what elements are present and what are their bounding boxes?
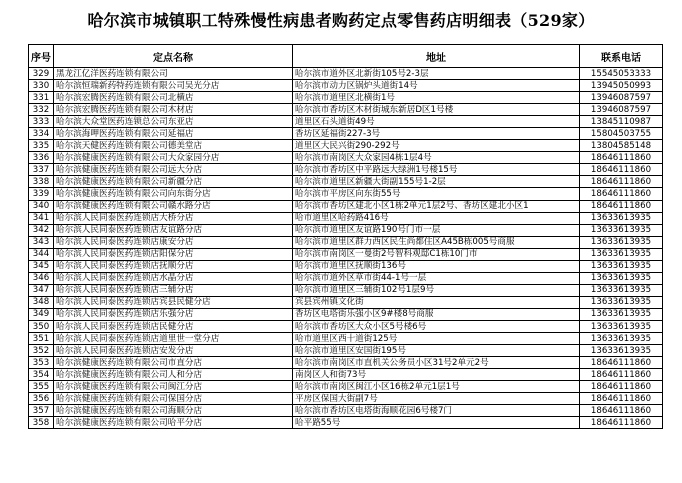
row-store-name: 哈尔滨宏腾医药连锁有限公司北横店: [54, 92, 293, 104]
row-seq: 347: [29, 284, 54, 296]
row-seq: 349: [29, 308, 54, 320]
row-address: 平房区保国大街副7号: [293, 393, 580, 405]
row-seq: 350: [29, 320, 54, 332]
row-address: 哈尔滨市道里区北横街1号: [293, 92, 580, 104]
table-row: [29, 212, 663, 224]
row-phone: 15804503755: [580, 128, 663, 140]
row-address: 哈尔滨市道外区北新街105号2-3层: [293, 68, 580, 80]
row-seq: 340: [29, 200, 54, 212]
header-phone: 联系电话: [580, 45, 663, 68]
table-row: [29, 369, 663, 381]
pharmacy-table: [28, 44, 663, 429]
row-address: 哈市道里区哈药路416号: [293, 212, 580, 224]
row-store-name: 哈尔滨健康医药连锁有限公司哈平分店: [54, 417, 293, 429]
row-store-name: 哈尔滨大众堂医药连锁总公司东亚店: [54, 116, 293, 128]
row-phone: 13633613935: [580, 308, 663, 320]
row-store-name: 哈尔滨人民同泰医药连锁店抚顺分店: [54, 260, 293, 272]
table-row: [29, 308, 663, 320]
row-phone: 13633613935: [580, 236, 663, 248]
row-store-name: 哈尔滨人民同泰医药连锁店水晶分店: [54, 272, 293, 284]
row-phone: 13633613935: [580, 212, 663, 224]
table-row: [29, 80, 663, 92]
table-body: [29, 68, 663, 429]
table-row: [29, 405, 663, 417]
row-store-name: 哈尔滨人民同泰医药连锁店大桥分店: [54, 212, 293, 224]
row-seq: 334: [29, 128, 54, 140]
row-seq: 335: [29, 140, 54, 152]
table-row: [29, 248, 663, 260]
row-phone: 13633613935: [580, 248, 663, 260]
table-row: [29, 224, 663, 236]
row-address: 哈尔滨市香坊区中平路远大绿洲1号楼15号: [293, 164, 580, 176]
row-phone: 13633613935: [580, 224, 663, 236]
header-seq: 序号: [29, 45, 54, 68]
row-address: 哈尔滨市香坊区大众小区5号楼6号: [293, 320, 580, 332]
row-seq: 348: [29, 296, 54, 308]
row-store-name: 哈尔滨人民同泰医药连锁店乐强分店: [54, 308, 293, 320]
row-store-name: 哈尔滨人民同泰医药连锁店阳保分店: [54, 248, 293, 260]
row-phone: 18646111860: [580, 357, 663, 369]
row-seq: 339: [29, 188, 54, 200]
row-address: 南岗区人和街73号: [293, 369, 580, 381]
table-row: [29, 260, 663, 272]
table-row: [29, 284, 663, 296]
row-store-name: 哈尔滨人民同泰医药连锁店康安分店: [54, 236, 293, 248]
row-address: 道里区石头道街49号: [293, 116, 580, 128]
row-address: 哈尔滨市动力区锅炉头道街14号: [293, 80, 580, 92]
row-address: 哈市道里区西十道街125号: [293, 333, 580, 345]
row-phone: 13633613935: [580, 260, 663, 272]
row-phone: 18646111860: [580, 164, 663, 176]
row-phone: 13633613935: [580, 333, 663, 345]
table-row: [29, 128, 663, 140]
table-row: [29, 333, 663, 345]
row-seq: 331: [29, 92, 54, 104]
row-address: 哈尔滨市道里区群力西区民生尚都住区A45B栋005号商服: [293, 236, 580, 248]
row-seq: 357: [29, 405, 54, 417]
row-store-name: 哈尔滨健康医药连锁有限公司人和分店: [54, 369, 293, 381]
row-phone: 18646111860: [580, 152, 663, 164]
row-address: 宾县宾州镇文化街: [293, 296, 580, 308]
table-row: [29, 140, 663, 152]
row-seq: 337: [29, 164, 54, 176]
row-seq: 341: [29, 212, 54, 224]
table-row: [29, 164, 663, 176]
row-seq: 355: [29, 381, 54, 393]
row-address: 哈尔滨市道里区三辅街102号1层9号: [293, 284, 580, 296]
row-phone: 18646111860: [580, 405, 663, 417]
header-address: 地址: [293, 45, 580, 68]
row-store-name: 哈尔滨天健医药连锁有限公司德美堂店: [54, 140, 293, 152]
row-store-name: 哈尔滨健康医药连锁有限公司市直分店: [54, 357, 293, 369]
table-row: [29, 296, 663, 308]
row-store-name: 哈尔滨健康医药连锁有限公司远大分店: [54, 164, 293, 176]
row-phone: 18646111860: [580, 417, 663, 429]
row-address: 哈尔滨市南岗区一曼街2号智科观邸C1栋10门市: [293, 248, 580, 260]
row-phone: 18646111860: [580, 200, 663, 212]
table-row: [29, 92, 663, 104]
row-address: 哈尔滨市道里区友谊路190号门市一层: [293, 224, 580, 236]
row-seq: 330: [29, 80, 54, 92]
row-phone: 13633613935: [580, 320, 663, 332]
row-store-name: 哈尔滨海呷医药连锁有限公司延福店: [54, 128, 293, 140]
row-store-name: 哈尔滨健康医药连锁有限公司大众家园分店: [54, 152, 293, 164]
row-phone: 13804585148: [580, 140, 663, 152]
table-row: [29, 200, 663, 212]
row-store-name: 哈尔滨恒瑞新药特药连锁有限公司吴光分店: [54, 80, 293, 92]
row-address: 哈尔滨市南岗区闽江小区16栋2单元1层1号: [293, 381, 580, 393]
row-seq: 345: [29, 260, 54, 272]
row-phone: 13633613935: [580, 345, 663, 357]
table-row: [29, 152, 663, 164]
row-seq: 342: [29, 224, 54, 236]
row-store-name: 哈尔滨健康医药连锁有限公司向东街分店: [54, 188, 293, 200]
table-row: [29, 345, 663, 357]
row-phone: 18646111860: [580, 188, 663, 200]
row-seq: 332: [29, 104, 54, 116]
row-seq: 353: [29, 357, 54, 369]
row-store-name: 哈尔滨人民同泰医药连锁店民健分店: [54, 320, 293, 332]
table-row: [29, 68, 663, 80]
row-seq: 358: [29, 417, 54, 429]
row-address: 香坊区延福街227-3号: [293, 128, 580, 140]
row-store-name: 哈尔滨人民同泰医药连锁店道里世一堂分店: [54, 333, 293, 345]
table-row: [29, 236, 663, 248]
row-store-name: 黑龙江亿洋医药连锁有限公司: [54, 68, 293, 80]
table-row: [29, 176, 663, 188]
row-seq: 343: [29, 236, 54, 248]
table-row: [29, 188, 663, 200]
row-phone: 18646111860: [580, 369, 663, 381]
row-seq: 333: [29, 116, 54, 128]
row-seq: 352: [29, 345, 54, 357]
table-row: [29, 116, 663, 128]
row-address: 哈尔滨市平房区向东街55号: [293, 188, 580, 200]
row-seq: 336: [29, 152, 54, 164]
page-title: 哈尔滨市城镇职工特殊慢性病患者购药定点零售药店明细表（529家）: [87, 11, 595, 30]
row-seq: 354: [29, 369, 54, 381]
row-store-name: 哈尔滨宏腾医药连锁有限公司木材店: [54, 104, 293, 116]
row-address: 香坊区电塔街乐强小区9#楼8号商服: [293, 308, 580, 320]
row-seq: 344: [29, 248, 54, 260]
row-store-name: 哈尔滨人民同泰医药连锁店友谊路分店: [54, 224, 293, 236]
row-phone: 13633613935: [580, 284, 663, 296]
row-address: 哈尔滨市南岗区市直机关公务员小区31号2单元2号: [293, 357, 580, 369]
row-store-name: 哈尔滨健康医药连锁有限公司闽江分店: [54, 381, 293, 393]
row-store-name: 哈尔滨人民同泰医药连锁店宾县民健分店: [54, 296, 293, 308]
table-row: [29, 357, 663, 369]
row-store-name: 哈尔滨健康医药连锁有限公司海顺分店: [54, 405, 293, 417]
row-address: 哈尔滨市香坊区电塔街海顺花园6号楼7门: [293, 405, 580, 417]
row-seq: 329: [29, 68, 54, 80]
header-store-name: 定点名称: [54, 45, 293, 68]
row-address: 哈尔滨市香坊区建北小区1栋2单元1层2号、香坊区建北小区1: [293, 200, 580, 212]
row-store-name: 哈尔滨健康医药连锁有限公司新疆分店: [54, 176, 293, 188]
row-store-name: 哈尔滨健康医药连锁有限公司保国分店: [54, 393, 293, 405]
row-seq: 351: [29, 333, 54, 345]
row-phone: 13633613935: [580, 272, 663, 284]
table-row: [29, 320, 663, 332]
table-row: [29, 381, 663, 393]
table-row: [29, 272, 663, 284]
row-address: 哈尔滨市道外区草市街44-1号一层: [293, 272, 580, 284]
row-store-name: 哈尔滨人民同泰医药连锁店安发分店: [54, 345, 293, 357]
row-address: 哈尔滨市道里区新疆大街副155号1-2层: [293, 176, 580, 188]
row-phone: 13946087597: [580, 104, 663, 116]
row-phone: 13945050993: [580, 80, 663, 92]
row-seq: 356: [29, 393, 54, 405]
row-phone: 18646111860: [580, 393, 663, 405]
row-address: 哈尔滨市香坊区木材街城东新居D区1号楼: [293, 104, 580, 116]
row-phone: 15545053333: [580, 68, 663, 80]
row-phone: 18646111860: [580, 176, 663, 188]
row-address: 道里区大民兴街290-292号: [293, 140, 580, 152]
table-row: [29, 393, 663, 405]
row-seq: 338: [29, 176, 54, 188]
table-row: [29, 417, 663, 429]
row-phone: 13845110987: [580, 116, 663, 128]
row-phone: 13946087597: [580, 92, 663, 104]
header-row: [29, 45, 663, 68]
row-address: 哈尔滨市南岗区大众家园4栋1层4号: [293, 152, 580, 164]
row-store-name: 哈尔滨人民同泰医药连锁店三辅分店: [54, 284, 293, 296]
row-address: 哈尔滨市道里区抚顺街136号: [293, 260, 580, 272]
row-phone: 18646111860: [580, 381, 663, 393]
row-address: 哈尔滨市道里区安国街195号: [293, 345, 580, 357]
table-row: [29, 104, 663, 116]
row-phone: 13633613935: [580, 296, 663, 308]
row-address: 哈平路55号: [293, 417, 580, 429]
row-store-name: 哈尔滨健康医药连锁有限公司赣水路分店: [54, 200, 293, 212]
row-seq: 346: [29, 272, 54, 284]
